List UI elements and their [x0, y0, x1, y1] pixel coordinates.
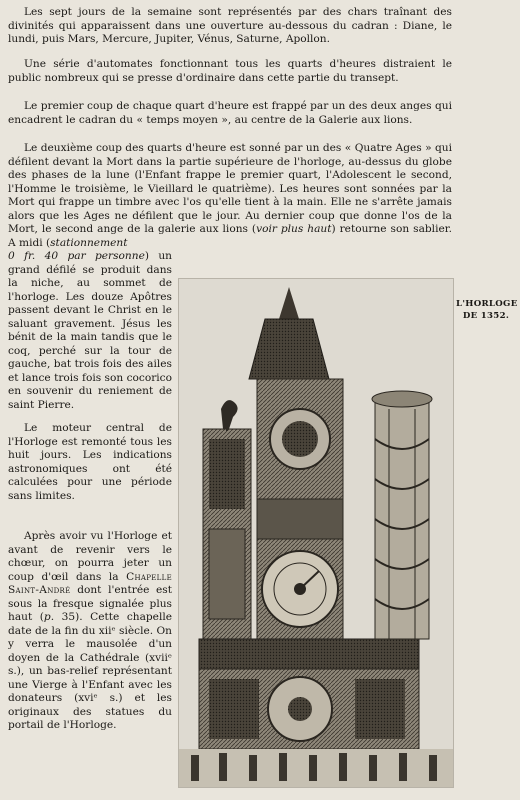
noon-text: ) un grand défilé se produit dans la niche, au sommet de l'horloge. Les douze Apôtres passent devant le Christ en le saluant gravement. Jésus les bénit de la main tandis que le coq, perché sur la tour de gauche, bat trois fois des ailes et lance trois fois son cocorico en souvenir du reniement de saint Pierre.: [8, 250, 172, 411]
ages-text-b: ) retourne son sablier. A midi (: [8, 223, 452, 249]
figure-caption-line2: DE 1352.: [462, 311, 510, 321]
paragraph-motor: Le moteur central de l'Horloge est remonté tous les huit jours. Les indications astronomiques ont été calculées pour une période sans limites.: [8, 422, 172, 502]
astronomical-clock-illustration: [178, 278, 454, 788]
chapel-name: Chapelle Saint-André: [8, 570, 172, 596]
ages-italic-ref: voir plus haut: [256, 223, 332, 235]
paragraph-noon-procession: [8, 250, 172, 412]
ages-text-a: Le deuxième coup des quarts d'heure est sonné par un des « Quatre Ages » qui défilent devant la Mort dans la partie supérieure de l'horloge, au-dessus du globe des phases de la lune (l'Enfant frappe le premier quart, l'Adolescent le second, l'Homme le troisième, le Vieillard le quatrième). Les heures sont sonnées par la Mort qui frappe un timbre avec l'os qu'elle tient à la main. Elle ne s'arrête jamais alors que les Ages ne défilent que le jour. Au dernier coup que donne l'os de la Mort, le second ange de la galerie aux lions (: [8, 142, 452, 235]
chapel-text-a: Après avoir vu l'Horloge et avant de revenir vers le chœur, on pourra jeter un coup d'œil dans la: [8, 530, 172, 583]
paragraph-first-strike: Le premier coup de chaque quart d'heure est frappé par un des deux anges qui encadrent le cadran du « temps moyen », au centre de la Galerie aux lions.: [8, 100, 452, 126]
paragraph-days-of-week: Les sept jours de la semaine sont représentés par des chars traînant des divinités qui apparaissent dans une ouverture au-dessous du cadran : Diane, le lundi, puis Mars, Mercure, Jupiter, Vénus, Saturne, Apollon.: [8, 6, 452, 45]
paragraph-ages-and-death: [8, 142, 452, 250]
page-ref: p.: [43, 611, 55, 623]
paragraph-automates: Une série d'automates fonctionnant tous les quarts d'heures distraient le public nombreux qui se presse d'ordinaire dans cette partie du transept.: [8, 58, 452, 84]
chapel-text-c: 35). Cette chapelle date de la fin du xiiᵉ siècle. On y verra le mausolée d'un doyen de la Cathédrale (xviiᵉ s.), un bas-relief représentant une Vierge à l'Enfant avec les donateurs (xviᵉ s.) et les originaux des statues du portail de l'Horloge.: [8, 611, 172, 731]
chapel-text-b: dont l'entrée est sous la fresque signalée plus haut (: [8, 584, 172, 623]
parking-price: 0 fr. 40 par personne: [8, 250, 145, 262]
figure-caption-line1: L'HORLOGE: [456, 299, 518, 309]
figure-caption: [456, 298, 516, 322]
ages-italic-parking: stationnement: [50, 236, 128, 249]
paragraph-saint-andre: [8, 530, 172, 733]
